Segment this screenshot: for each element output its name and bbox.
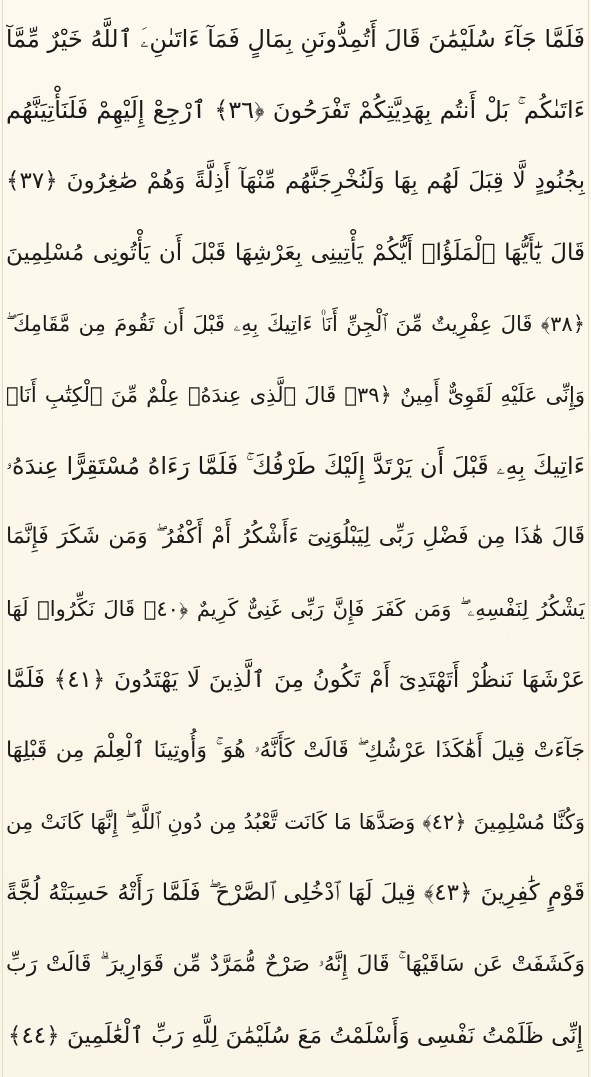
page-edge-left (2, 0, 3, 1077)
verse-line-13: قَوْمٍ كَٰفِرِينَ ﴿٤٣﴾ قِيلَ لَهَا ٱدْخُلِى ٱلصَّرْحَ ۖ فَلَمَّا رَأَتْهُ حَسِبَتْهُ لُجَّةً (6, 880, 585, 907)
verse-line-10: عَرْشَهَا نَنظُرْ أَتَهْتَدِىٓ أَمْ تَكُونُ مِنَ ٱلَّذِينَ لَا يَهْتَدُونَ ﴿٤١﴾ فَلَمَّا (6, 666, 585, 693)
verse-line-12: وَكُنَّا مُسْلِمِينَ ﴿٤٢﴾ وَصَدَّهَا مَا كَانَت تَّعْبُدُ مِن دُونِ ٱللَّهِ ۖ إِنَّهَا كَانَتْ مِن (6, 810, 585, 835)
verse-line-4: قَالَ يَٰٓأَيُّهَا ٱلْمَلَؤُا۟ أَيُّكُمْ يَأْتِينِى بِعَرْشِهَا قَبْلَ أَن يَأْتُونِى مُسْلِمِينَ (6, 239, 585, 266)
verse-line-2: ءَاتَىٰكُم ۚ بَلْ أَنتُم بِهَدِيَّتِكُمْ تَفْرَحُونَ ﴿٣٦﴾ ٱرْجِعْ إِلَيْهِمْ فَلَنَأْتِيَنَّهُم (6, 96, 585, 125)
verse-line-6: وَإِنِّى عَلَيْهِ لَقَوِىٌّ أَمِينٌ ﴿٣٩﴾ قَالَ ٱلَّذِى عِندَهُۥ عِلْمٌ مِّنَ ٱلْكِتَٰبِ أَنَا۠ (6, 383, 585, 408)
verse-line-14: وَكَشَفَتْ عَن سَاقَيْهَا ۚ قَالَ إِنَّهُۥ صَرْحٌ مُّمَرَّدٌ مِّن قَوَارِيرَ ۗ قَالَتْ رَبِّ (6, 951, 585, 977)
verse-lines (6, 8, 585, 1067)
verse-line-9: يَشْكُرُ لِنَفْسِهِۦ ۖ وَمَن كَفَرَ فَإِنَّ رَبِّى غَنِىٌّ كَرِيمٌ ﴿٤٠﴾ قَالَ نَكِّرُوا۟ لَهَا (6, 596, 585, 621)
verse-line-8: قَالَ هَٰذَا مِن فَضْلِ رَبِّى لِيَبْلُوَنِىٓ ءَأَشْكُرُ أَمْ أَكْفُرُ ۖ وَمَن شَكَرَ فَإِنَّمَا (6, 524, 585, 550)
page-edge-right (588, 0, 589, 1077)
verse-line-7: ءَاتِيكَ بِهِۦ قَبْلَ أَن يَرْتَدَّ إِلَيْكَ طَرْفُكَ ۚ فَلَمَّا رَءَاهُ مُسْتَقِرًّا عِندَهُۥ (6, 452, 585, 481)
verse-line-1: فَلَمَّا جَآءَ سُلَيْمَٰنَ قَالَ أَتُمِدُّونَنِ بِمَالٍ فَمَآ ءَاتَىٰنِۦَ ٱللَّهُ خَيْرٌ مِّمَّآ (6, 25, 585, 53)
verse-line-11: جَآءَتْ قِيلَ أَهَٰكَذَا عَرْشُكِ ۖ قَالَتْ كَأَنَّهُۥ هُوَ ۚ وَأُوتِينَا ٱلْعِلْمَ مِن قَبْلِهَا (6, 738, 585, 764)
verse-line-3: بِجُنُودٍ لَّا قِبَلَ لَهُم بِهَا وَلَنُخْرِجَنَّهُم مِّنْهَآ أَذِلَّةً وَهُمْ صَٰغِرُونَ ﴿٣٧﴾ (6, 168, 585, 195)
verse-line-15: إِنِّى ظَلَمْتُ نَفْسِى وَأَسْلَمْتُ مَعَ سُلَيْمَٰنَ لِلَّهِ رَبِّ ٱلْعَٰلَمِينَ ﴿٤٤﴾ (7, 1022, 584, 1049)
verse-line-5: ﴿٣٨﴾ قَالَ عِفْرِيتٌ مِّنَ ٱلْجِنِّ أَنَا۠ ءَاتِيكَ بِهِۦ قَبْلَ أَن تَقُومَ مِن مَّقَامِكَ ۖ (6, 311, 585, 336)
